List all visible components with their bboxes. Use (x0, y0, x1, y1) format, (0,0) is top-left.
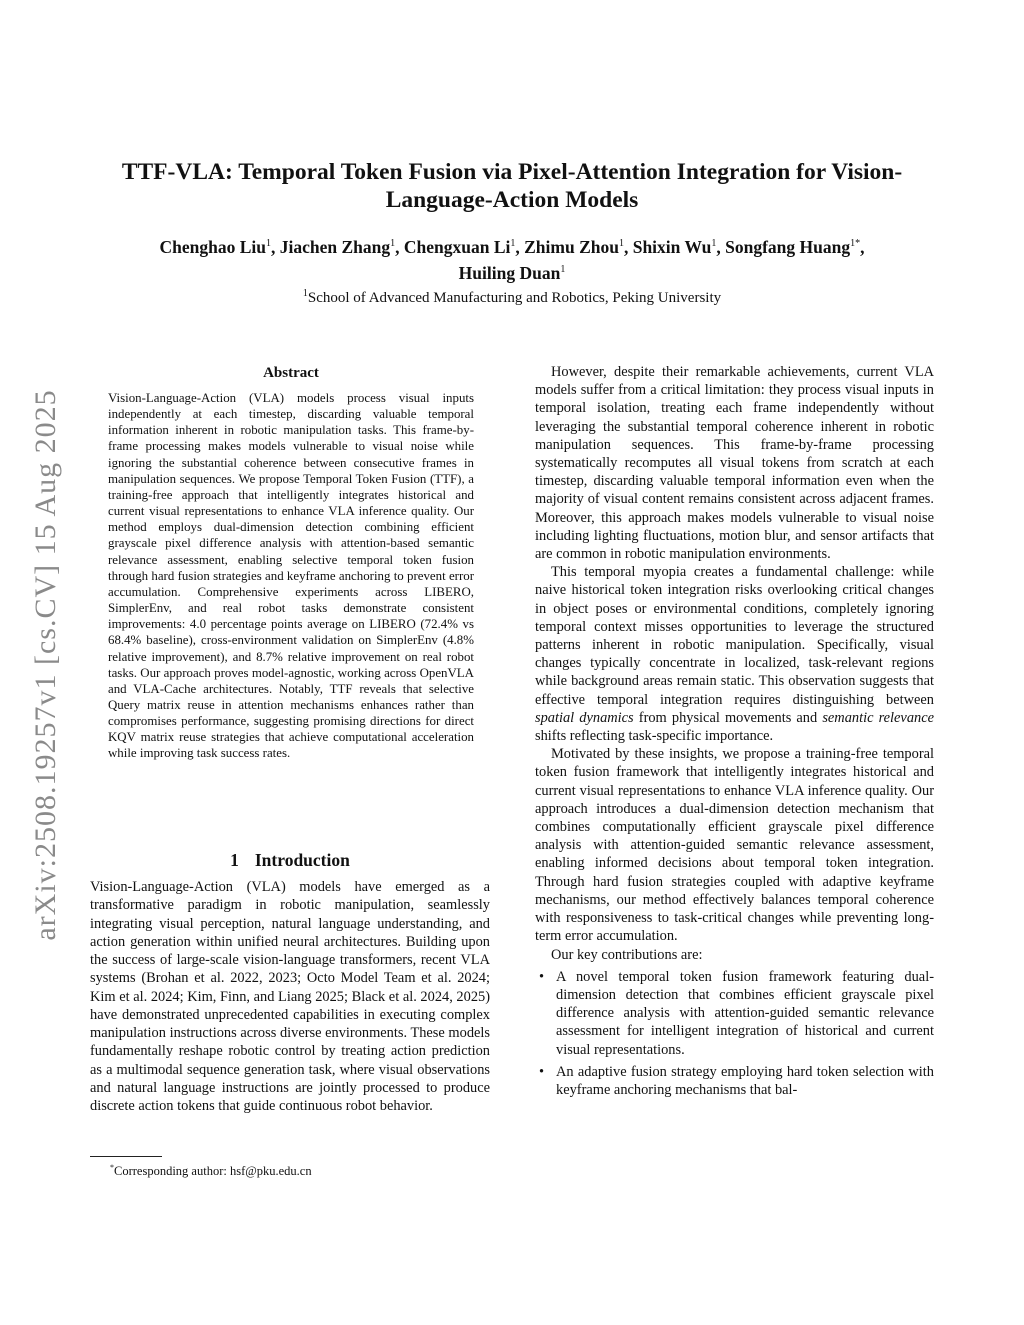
right-column (535, 363, 934, 1099)
affiliation: $^1$School of Advanced Manufacturing and Robotics, Peking University (302, 288, 722, 306)
author: Jiachen Zhang$^1$, (279, 237, 404, 257)
list-item: • A novel temporal token fusion framework featuring dual-dimension detection that combines efficient grayscale pixel difference analysis with attention-guided semantic relevance assessment for intelligent integration of historical and current visual representations. (539, 968, 934, 1058)
author: Chengxuan Li$^1$, (403, 237, 525, 257)
emphasis-spatial-dynamics: spatial dynamics (535, 709, 634, 726)
body-paragraph: Our key contributions are: (551, 946, 703, 963)
footnote: *Corresponding author: hsf@pku.edu.cn (110, 1163, 312, 1179)
body-paragraph: Motivated by these insights, we propose a training-free temporal token fusion framework that intelligently integrates historical and current visual representations to enhance VLA inference quality. Our approach introduces a dual-dimension detection mechanism that combines computationally efficient grayscale pixel difference analysis with attention-guided semantic relevance assessment, enabling informed decisions about temporal token integration. Through hard fusion strategies coupled with adaptive keyframe mechanisms, our method effectively balances temporal coherence with responsiveness to task-critical changes while preventing long-term error accumulation. (535, 746, 934, 945)
abstract-heading: Abstract (263, 365, 319, 381)
list-item: • An adaptive fusion strategy employing hard token selection with keyframe anchoring mechanisms that bal- (539, 1063, 934, 1098)
introduction-section (90, 848, 490, 1115)
abstract-section (108, 364, 474, 762)
author: Chenghao Liu$^1$, (159, 237, 280, 257)
bullet-icon: • (539, 968, 545, 985)
emphasis-semantic-relevance: semantic relevance (822, 709, 934, 726)
author: Zhimu Zhou$^1$, (524, 237, 633, 257)
introduction-paragraph: Vision-Language-Action (VLA) models have emerged as a transformative paradigm in robotic manipulation, seamlessly integrating visual perception, natural language understanding, and action generation within unified neural architectures. Building upon the success of large-scale vision-language transformers, recent VLA systems (Brohan et al. 2022, 2023; Octo Model Team et al. 2024; Kim et al. 2024; Kim, Finn, and Liang 2025; Black et al. 2024, 2025) have demonstrated unprecedented capabilities in executing complex manipulation instructions across diverse environments. These models fundamentally reshape robotic control by treating action prediction as a multimodal sequence generation task, where visual observations and natural language instructions are jointly processed to produce discrete action tokens that guide continuous robot behavior. (90, 879, 490, 1114)
author: Huiling Duan$^1$ (458, 263, 566, 283)
author-list (90, 234, 934, 286)
abstract-text: Vision-Language-Action (VLA) models process visual inputs independently at each timestep, discarding valuable temporal information inherent in robotic manipulation tasks. This frame-by-frame processing makes models vulnerable to visual noise while ignoring the substantial coherence between consecutive frames in manipulation sequences. We propose Temporal Token Fusion (TTF), a training-free approach that intelligently integrates historical and current visual representations to enhance VLA inference quality. Our method employs dual-dimension detection combining efficient grayscale pixel difference analysis with attention-based semantic relevance assessment, enabling selective temporal token fusion through hard fusion strategies and keyframe anchoring to prevent error accumulation. Comprehensive experiments across LIBERO, SimplerEnv, and real robot tasks demonstrate consistent improvements: 4.0 percentage points average on LIBERO (72.4% vs 68.4% baseline), cross-environment validation on SimplerEnv (4.8% relative improvement), and 8.7% relative improvement on real robot tasks. Our approach proves model-agnostic, working across OpenVLA and VLA-Cache architectures. Notably, TTF reveals that selective Query matrix reuse in attention mechanisms enhances rather than compromises performance, suggesting promising directions for direct KQV matrix reuse strategies that achieve computational acceleration while improving task success rates. (108, 391, 474, 761)
author: Shixin Wu$^1$, (632, 237, 726, 257)
body-paragraph: This temporal myopia creates a fundamental challenge: while naive historical token integration risks overlooking critical changes in object poses or environmental conditions, completely ignoring temporal context misses opportunities to leverage the structured patterns inherent in robotic manipulation. Specifically, visual changes typically concentrate in localized, task-relevant regions while background areas remain static. This observation suggests that effective temporal integration requires distinguishing between spatial dynamics from physical movements and semantic relevance shifts reflecting task-specific importance. (535, 564, 934, 745)
body-paragraph: However, despite their remarkable achievements, current VLA models suffer from a critical limitation: they process visual inputs in temporal isolation, treating each frame independently without leveraging the substantial temporal coherence inherent in robotic manipulation sequences. This frame-by-frame processing systematically recomputes all visual tokens from scratch at each timestep, discarding valuable temporal information even when the majority of visual content remains consistent across adjacent frames. Moreover, this approach makes models vulnerable to visual noise including lighting fluctuations, motion blur, and sensor artifacts that are common in robotic manipulation environments. (535, 364, 934, 563)
introduction-heading: 1 Introduction (230, 850, 350, 870)
bullet-icon: • (539, 1063, 545, 1080)
arxiv-identifier-text: arXiv:2508.19257v1 [cs.CV] 15 Aug 2025 (29, 389, 62, 941)
author: Songfang Huang$^{1*}$, (725, 237, 865, 257)
contributions-list (535, 968, 934, 1099)
paper-title: TTF-VLA: Temporal Token Fusion via Pixel-Attention Integration for Vision-Language-Action Models (121, 159, 903, 213)
section-number: 1 (230, 850, 239, 870)
footnote-rule (90, 1156, 162, 1157)
